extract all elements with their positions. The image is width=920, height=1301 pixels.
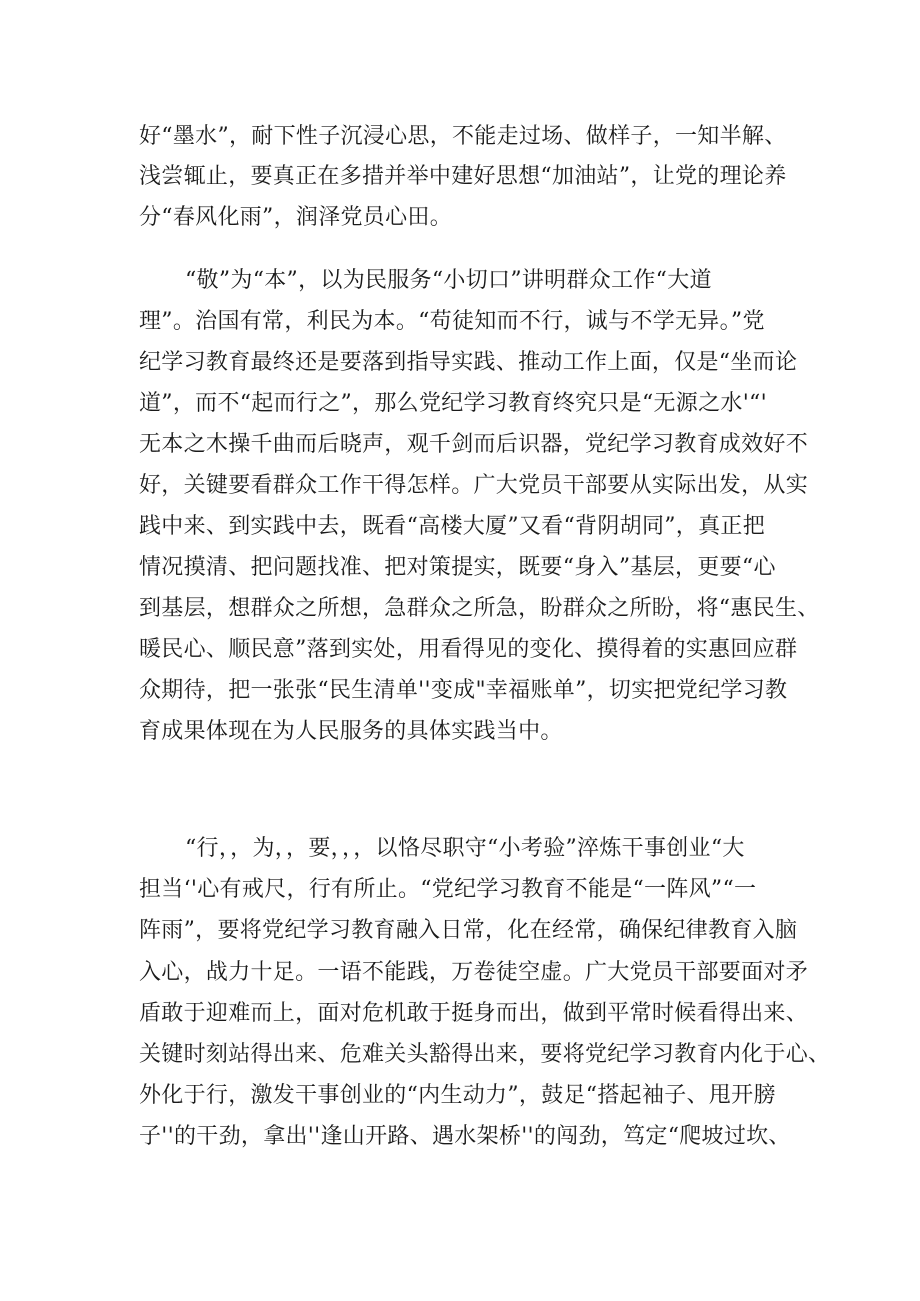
- text-line: 无本之木操千曲而后晓声，观千剑而后识器，党纪学习教育成效好不: [139, 432, 809, 457]
- text-line: 育成果体现在为人民服务的具体实践当中。: [139, 719, 563, 744]
- text-line: 关键时刻站得出来、危难关头豁得出来，要将党纪学习教育内化于心、: [139, 1042, 831, 1067]
- text-line: 纪学习教育最终还是要落到指导实践、推动工作上面，仅是“坐而论: [139, 350, 798, 375]
- text-line: 众期待，把一张张“民生清单''变成"幸福账单”，切实把党纪学习教: [139, 678, 788, 703]
- text-line: 好，关键要看群众工作干得怎样。广大党员干部要从实际出发，从实: [139, 473, 809, 498]
- text-line: 情况摸清、把问题找准、把对策提实，既要“身入”基层，更要“心: [139, 555, 776, 580]
- text-line: 子''的干劲，拿出''逢山开路、遇水架桥''的闯劲，笃定“爬坡过坎、: [139, 1124, 791, 1149]
- text-line: “敬”为“本”，以为民服务“小切口”讲明群众工作“大道: [185, 268, 712, 293]
- text-line: 担当‘'心有戒尺，行有所止。“党纪学习教育不能是“一阵风”“一: [139, 877, 757, 902]
- text-line: 到基层，想群众之所想，急群众之所急，盼群众之所盼，将“惠民生、: [139, 596, 820, 621]
- text-line: 盾敢于迎难而上，面对危机敢于挺身而出，做到平常时候看得出来、: [139, 1001, 809, 1026]
- text-line: 好“墨水”，耐下性子沉浸心思，不能走过场、做样子，一知半解、: [139, 124, 787, 149]
- text-line: “行，，为，，要，，，以恪尽职守“小考验”淬炼干事创业“大: [185, 836, 745, 861]
- text-line: 入心，战力十足。一语不能践，万卷徒空虚。广大党员干部要面对矛: [139, 960, 809, 985]
- text-line: 道”，而不“起而行之”，那么党纪学习教育终究只是“无源之水'“': [139, 391, 767, 416]
- text-line: 践中来、到实践中去，既看“高楼大厦”又看“背阴胡同”，真正把: [139, 514, 765, 539]
- text-line: 外化于行，激发干事创业的“内生动力”，鼓足“搭起袖子、甩开膀: [139, 1083, 776, 1108]
- text-line: 阵雨”，要将党纪学习教育融入日常，化在经常，确保纪律教育入脑: [139, 918, 798, 943]
- text-line: 理”。治国有常，利民为本。“苟徒知而不行，诚与不学无异。”党: [139, 309, 765, 334]
- text-line: 暖民心、顺民意”落到实处，用看得见的变化、摸得着的实惠回应群: [139, 637, 798, 662]
- text-line: 浅尝辄止，要真正在多措并举中建好思想“加油站”，让党的理论养: [139, 164, 787, 189]
- text-line: 分“春风化雨”，润泽党员心田。: [139, 205, 452, 230]
